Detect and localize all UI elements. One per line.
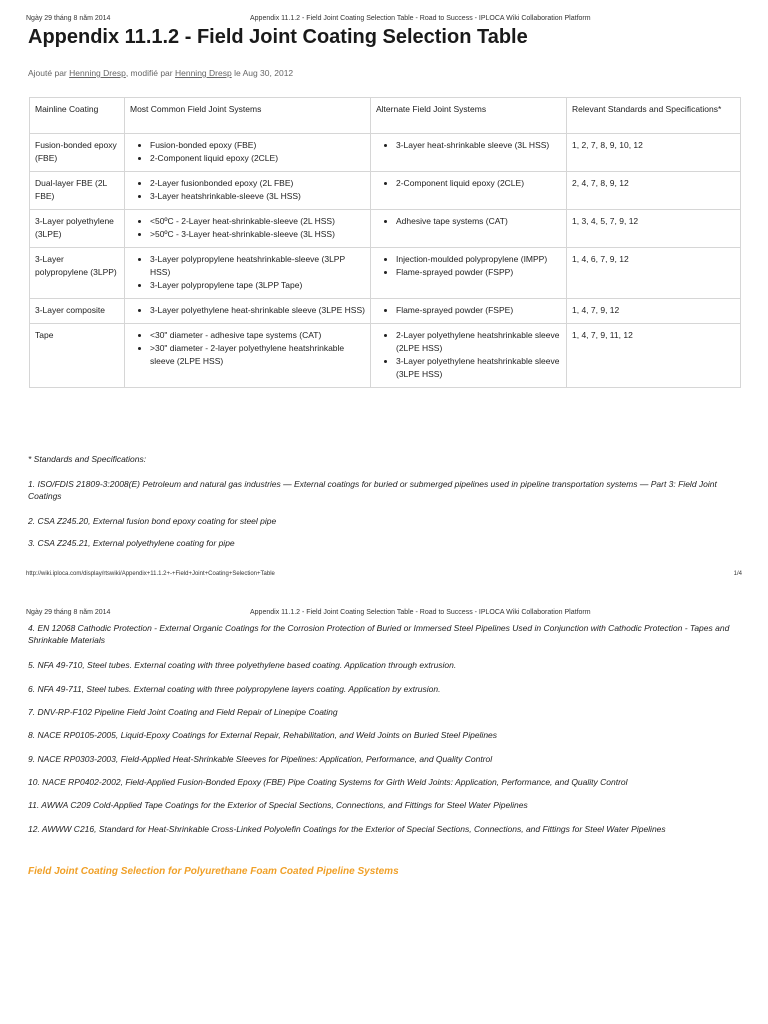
standards-heading: * Standards and Specifications: — [28, 454, 147, 464]
column-header: Relevant Standards and Specifications* — [567, 98, 741, 134]
list-item: • <30" diameter - adhesive tape systems (CAT) — [150, 329, 365, 342]
byline-date: le Aug 30, 2012 — [234, 68, 294, 78]
mainline-coating-cell: 3-Layer composite — [30, 299, 125, 324]
list-item: • 2-Component liquid epoxy (2CLE) — [396, 177, 561, 190]
table-row — [30, 210, 741, 248]
reference-item: 6. NFA 49-711, Steel tubes. External coating with three polypropylene layers coating. Application by extrusion. — [28, 684, 441, 694]
list-item: • <50ºC - 2-Layer heat-shrinkable-sleeve (2L HSS) — [150, 215, 365, 228]
alternate-systems-cell — [371, 210, 567, 248]
reference-item: 8. NACE RP0105-2005, Liquid-Epoxy Coatings for External Repair, Rehabilitation, and Weld Joints on Buried Steel Pipelines — [28, 730, 498, 740]
table-row — [30, 248, 741, 299]
print-header — [26, 609, 742, 621]
print-title: Appendix 11.1.2 - Field Joint Coating Selection Table - Road to Success - IPLOCA Wiki Collaboration Platform — [250, 609, 591, 616]
section-heading-link[interactable]: Field Joint Coating Selection for Polyurethane Foam Coated Pipeline Systems — [28, 866, 399, 877]
page-title: Appendix 11.1.2 - Field Joint Coating Selection Table — [28, 26, 528, 48]
print-date: Ngày 29 tháng 8 năm 2014 — [26, 609, 111, 616]
byline — [28, 68, 293, 78]
reference-item: 10. NACE RP0402-2002, Field-Applied Fusion-Bonded Epoxy (FBE) Pipe Coating Systems for Girth Weld Joints: Application, Performance, and Quality Control — [28, 777, 628, 787]
column-header: Mainline Coating — [30, 98, 125, 134]
reference-item: 7. DNV-RP-F102 Pipeline Field Joint Coating and Field Repair of Linepipe Coating — [28, 707, 338, 717]
table-row — [30, 172, 741, 210]
table-row — [30, 299, 741, 324]
common-systems-cell — [125, 210, 371, 248]
modifier-link[interactable]: Henning Dresp — [174, 68, 232, 78]
list-item: • 3-Layer polypropylene heatshrinkable-sleeve (3LPP HSS) — [150, 253, 365, 279]
alternate-systems-cell — [371, 324, 567, 388]
list-item: • 2-Layer fusionbonded epoxy (2L FBE) — [150, 177, 365, 190]
reference-item: 11. AWWA C209 Cold-Applied Tape Coatings for the Exterior of Special Sections, Connections, and Fittings for Steel Water Pipelines — [28, 800, 528, 810]
column-header: Alternate Field Joint Systems — [371, 98, 567, 134]
alternate-systems-cell — [371, 248, 567, 299]
author-link[interactable]: Henning Dresp — [69, 68, 126, 78]
reference-item: 2. CSA Z245.20, External fusion bond epoxy coating for steel pipe — [28, 516, 277, 526]
mainline-coating-cell: 3-Layer polypropylene (3LPP) — [30, 248, 125, 299]
reference-item: 9. NACE RP0303-2003, Field-Applied Heat-Shrinkable Sleeves for Pipelines: Application, Performance, and Quality Control — [28, 754, 493, 764]
list-item: • 3-Layer polyethylene heatshrinkable sleeve (3LPE HSS) — [396, 355, 561, 381]
standards-cell: 1, 2, 7, 8, 9, 10, 12 — [567, 134, 741, 172]
reference-item: 12. AWWW C216, Standard for Heat-Shrinkable Cross-Linked Polyolefin Coatings for the Exterior of Special Sections, Connections, and Fittings for Steel Water Pipelines — [28, 824, 666, 834]
list-item: • Injection-moulded polypropylene (IMPP) — [396, 253, 561, 266]
table-row — [30, 134, 741, 172]
byline-added-prefix: Ajouté par — [28, 68, 67, 78]
list-item: • Flame-sprayed powder (FSPP) — [396, 266, 561, 279]
list-item: • >50ºC - 3-Layer heat-shrinkable-sleeve (3L HSS) — [150, 228, 365, 241]
list-item: • 3-Layer heat-shrinkable sleeve (3L HSS) — [396, 139, 561, 152]
standards-cell: 1, 4, 7, 9, 12 — [567, 299, 741, 324]
mainline-coating-cell: Fusion-bonded epoxy (FBE) — [30, 134, 125, 172]
print-url: http://wiki.iploca.com/display/rtswiki/Appendix+11.1.2+-+Field+Joint+Coating+Selection+Table — [26, 571, 275, 577]
table-header-row — [30, 98, 741, 134]
list-item: • 3-Layer heatshrinkable-sleeve (3L HSS) — [150, 190, 365, 203]
byline-modified-prefix: , modifié par — [125, 68, 173, 78]
common-systems-cell — [125, 248, 371, 299]
list-item: • Adhesive tape systems (CAT) — [396, 215, 561, 228]
standards-cell: 1, 3, 4, 5, 7, 9, 12 — [567, 210, 741, 248]
alternate-systems-cell — [371, 299, 567, 324]
coating-selection-table — [29, 97, 741, 388]
reference-item: 3. CSA Z245.21, External polyethylene coating for pipe — [28, 538, 235, 548]
print-footer — [26, 571, 742, 581]
list-item: • Flame-sprayed powder (FSPE) — [396, 304, 561, 317]
mainline-coating-cell: Tape — [30, 324, 125, 388]
page-number: 1/4 — [733, 571, 742, 577]
mainline-coating-cell: Dual-layer FBE (2L FBE) — [30, 172, 125, 210]
mainline-coating-cell: 3-Layer polyethylene (3LPE) — [30, 210, 125, 248]
alternate-systems-cell — [371, 134, 567, 172]
list-item: • 2-Component liquid epoxy (2CLE) — [150, 152, 365, 165]
standards-cell: 1, 4, 6, 7, 9, 12 — [567, 248, 741, 299]
list-item: • Fusion-bonded epoxy (FBE) — [150, 139, 365, 152]
common-systems-cell — [125, 324, 371, 388]
list-item: • 3-Layer polyethylene heat-shrinkable sleeve (3LPE HSS) — [150, 304, 365, 317]
standards-cell: 1, 4, 7, 9, 11, 12 — [567, 324, 741, 388]
list-item: • 3-Layer polypropylene tape (3LPP Tape) — [150, 279, 365, 292]
list-item: • >30" diameter - 2-layer polyethylene heatshrinkable sleeve (2LPE HSS) — [150, 342, 365, 368]
common-systems-cell — [125, 134, 371, 172]
print-title: Appendix 11.1.2 - Field Joint Coating Selection Table - Road to Success - IPLOCA Wiki Collaboration Platform — [250, 15, 591, 22]
print-date: Ngày 29 tháng 8 năm 2014 — [26, 15, 111, 22]
column-header: Most Common Field Joint Systems — [125, 98, 371, 134]
standards-cell: 2, 4, 7, 8, 9, 12 — [567, 172, 741, 210]
alternate-systems-cell — [371, 172, 567, 210]
table-row — [30, 324, 741, 388]
list-item: • 2-Layer polyethylene heatshrinkable sleeve (2LPE HSS) — [396, 329, 561, 355]
reference-item: 5. NFA 49-710, Steel tubes. External coating with three polyethylene based coating. Application through extrusion. — [28, 660, 457, 670]
reference-item: 1. ISO/FDIS 21809-3:2008(E) Petroleum and natural gas industries — External coatings for buried or submerged pipelines used in pipeline transportation systems — Part 3: Field Joint Coatings — [28, 479, 717, 501]
reference-item: 4. EN 12068 Cathodic Protection - External Organic Coatings for the Corrosion Protection of Buried or Immersed Steel Pipelines Used in Conjunction with Cathodic Protection - Tapes and Shrinkable Materials — [28, 623, 730, 645]
common-systems-cell — [125, 299, 371, 324]
common-systems-cell — [125, 172, 371, 210]
